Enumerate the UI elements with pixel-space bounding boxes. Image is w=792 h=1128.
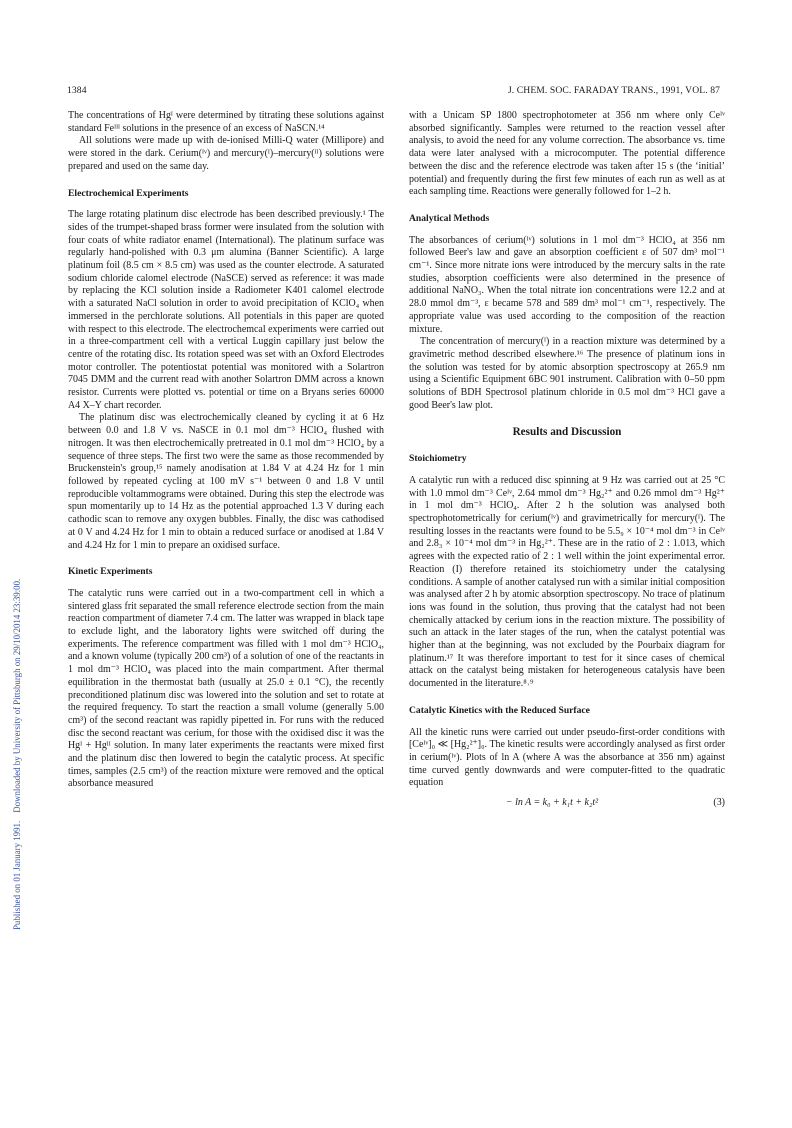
published-note[interactable]: Published on 01 January 1991. [12, 820, 22, 930]
equation-body: − ln A = k₀ + k₁t + k₂t² [505, 797, 599, 809]
right-column [409, 110, 725, 810]
equation-number: (3) [713, 797, 725, 809]
section-heading-stoichiometry: Stoichiometry [409, 453, 467, 465]
section-title-results: Results and Discussion [512, 426, 622, 439]
download-watermark [12, 210, 22, 930]
paragraph: A catalytic run with a reduced disc spinning at 9 Hz was carried out at 25 °C with 1.0 mmol dm⁻³ Ceᴵᵛ, 2.64 mmol dm⁻³ Hg₂²⁺ and 0.26 mmol dm⁻³ Hg²⁺ in 1 mol dm⁻³ HClO₄. After 2 h the solution was analysed both spectrophotometrically for cerium(ᴵᵛ) and gravimetrically for mercury(ᴵ). The resulting losses in the reactants were found to be 5.5₉ × 10⁻⁴ mol dm⁻³ in Ceᴵᵛ and 2.8₃ × 10⁻⁴ mol dm⁻³ in Hg₂²⁺. These are in the ratio of 2 : 1.013, which agrees with the expected ratio of 2 : 1 well within the joint experimental error. Reaction (I) therefore retained its stoichiometry under the catalysing conditions. A sample of another catalysed run with a similar initial composition was analysed after 2 h by atomic absorption spectroscopy. No trace of platinum ions was found in the solution, thus proving that the catalyst had not been chemically attacked by cerium ions in the reaction mixture. The possibility of such an attack in the later stages of the run, when the catalyst potential was higher than at the beginning, was not excluded by the Pourbaix diagram for platinum.¹⁷ It was therefore important to test for it since cases of chemical attack on the catalyst being mistaken for heterogeneous catalysis have been documented in the literature.⁸˒⁹ [409, 474, 725, 690]
section-heading-kinetic: Kinetic Experiments [68, 566, 153, 578]
equation [409, 797, 725, 810]
downloaded-note[interactable]: Downloaded by University of Pittsburgh on 29/10/2014 23:39:00. [12, 578, 22, 813]
paragraph: The platinum disc was electrochemically cleaned by cycling it at 6 Hz between 0.0 and 1.8 V vs. NaSCE in 0.1 mol dm⁻³ HClO₄ flushed with nitrogen. It was then electrochemically pretreated in 0.1 mol dm⁻³ HClO₄ by a sequence of three steps. The first two were the same as those recommended by Bruckenstein's group,¹⁵ namely anodisation at 1.84 V at 4.24 Hz for 1 min followed by repeated cycling at 100 mV s⁻¹ between 0 and 1.8 V until reproducible voltammograms were obtained. During this step the electrode was spun momentarily up to 14 Hz as the potential approached 1.3 V during each cathodic scan to remove any oxygen bubbles. Finally, the disc was cathodised at 0 V and 4.24 Hz for 1 min to obtain a reduced surface or anodised at 1.84 V and 4.24 Hz for 1 min to prepare an oxidised surface. [68, 412, 384, 551]
paragraph: The large rotating platinum disc electrode has been described previously.¹ The sides of the trumpet-shaped brass former were insulated from the solution with four coats of white radiator enamel (International). The platinum surface was regularly hand-polished with 0.3 μm alumina (Banner Scientific). A large platinum foil (8.5 cm × 8.5 cm) was used as the counter electrode. A saturated sodium chloride calomel electrode (NaSCE) served as reference: it was made by replacing the KCl solution inside a Radiometer K401 calomel electrode with a saturated NaCl solution in order to avoid precipitation of KClO₄ when immersed in the perchlorate solutions. All potentials in this paper are quoted with respect to this electrode. The electrochemcal experiments were carried out in a three-compartment cell with a vertical Luggin capillary just below the centre of the rotating disc. Its rotation speed was set with an Oxford Electrodes motor controller. The potentiostat potential was monitored with a Solartron 7045 DMM and the current read with another Solartron DMM across a known resistor. Currents were plotted vs. potential or time on a Bryans series 60000 A4 X–Y chart recorder. [68, 209, 384, 411]
section-heading-catalytic: Catalytic Kinetics with the Reduced Surface [409, 704, 590, 716]
paragraph: The absorbances of cerium(ᴵᵛ) solutions in 1 mol dm⁻³ HClO₄ at 356 nm followed Beer's law and gave an absorption coefficient ε of 507 dm³ mol⁻¹ cm⁻¹. Since more nitrate ions were introduced by the mercury salts in the rate studies, absorption coefficients were also determined in the presence of additional NaNO₃. When the total nitrate ion concentrations were 12.2 and at 28.0 mmol dm⁻³, ε became 578 and 589 dm³ mol⁻¹ cm⁻¹, respectively. The appropriate value was used according to the composition of the reaction mixture. [409, 234, 725, 335]
section-heading-analytical: Analytical Methods [409, 212, 490, 224]
journal-header: J. CHEM. SOC. FARADAY TRANS., 1991, VOL. 87 [507, 85, 720, 96]
page-number: 1384 [67, 85, 87, 96]
section-heading-electrochemical: Electrochemical Experiments [68, 187, 189, 199]
left-column [68, 110, 384, 791]
paragraph: The catalytic runs were carried out in a two-compartment cell in which a sintered glass frit separated the small reference electrode section from the main reaction compartment of diameter 7.4 cm. The latter was wrapped in black tape to exclude light, and the laboratory lights were switched off during the experiments. The reference compartment was filled with 1 mol dm⁻³ HClO₄, and a known volume (typically 200 cm³) of a solution of one of the reactants in 1 mol dm⁻³ HClO₄ was placed into the main compartment. After thermal equilibration in the thermostat bath (usually at 25.0 ± 0.1 °C), the recently preconditioned platinum disc was lowered into the solution and set to rotate at the required frequency. To start the reaction a small volume (generally 5.00 cm³) of the second reactant was rapidly pipetted in. For runs with the reduced disc the second reactant was cerium, for those with the oxidised disc it was the Hgᴵ + Hgᴵᴵ solution. In many later experiments the reactants were mixed first and the platinum disc then lowered to begin the catalytic process. At specific times, samples (2.5 cm³) of the reaction mixture were removed and the optical absorbance measured [68, 587, 384, 790]
paragraph: with a Unicam SP 1800 spectrophotometer at 356 nm where only Ceᴵᵛ absorbed significantly. Samples were returned to the reaction vessel after analysis, to avoid the need for any volume correction. The absorbance vs. time data were later analysed with a microcomputer. The potential difference between the disc and the reference electrode was taken after 15 s (the ‘initial’ potential) and frequently during the first few minutes of each run as well as at each sampling time. Reactions were generally followed for 1–2 h. [409, 110, 725, 198]
paragraph: All the kinetic runs were carried out under pseudo-first-order conditions with [Ceᴵᵛ]₀ ≪ [Hg₂²⁺]₀. The kinetic results were accordingly analysed as first order in cerium(ᴵᵛ). Plots of ln A (where A was the absorbance at 356 nm) against time curved gently downwards and were computer-fitted to the quadratic equation [409, 726, 725, 789]
paragraph: All solutions were made up with de-ionised Milli-Q water (Millipore) and were stored in the dark. Cerium(ᴵᵛ) and mercury(ᴵ)–mercury(ᴵᴵ) solutions were prepared and used on the same day. [68, 135, 384, 172]
paragraph: The concentration of mercury(ᴵ) in a reaction mixture was determined by a gravimetric method described elsewhere.¹⁶ The presence of platinum ions in the solution was tested for by atomic absorption spectroscopy at 265.9 nm using a Scientific Equipment 6BC 901 instrument. Calibration with 0–50 ppm solutions of BDH Spectrosol platinum chloride in 0.5 mol dm⁻³ HCl gave a good Beer's law plot. [409, 336, 725, 411]
paragraph: The concentrations of Hgᴵ were determined by titrating these solutions against standard Feᴵᴵᴵ solutions in the presence of an excess of NaSCN.¹⁴ [68, 110, 384, 134]
